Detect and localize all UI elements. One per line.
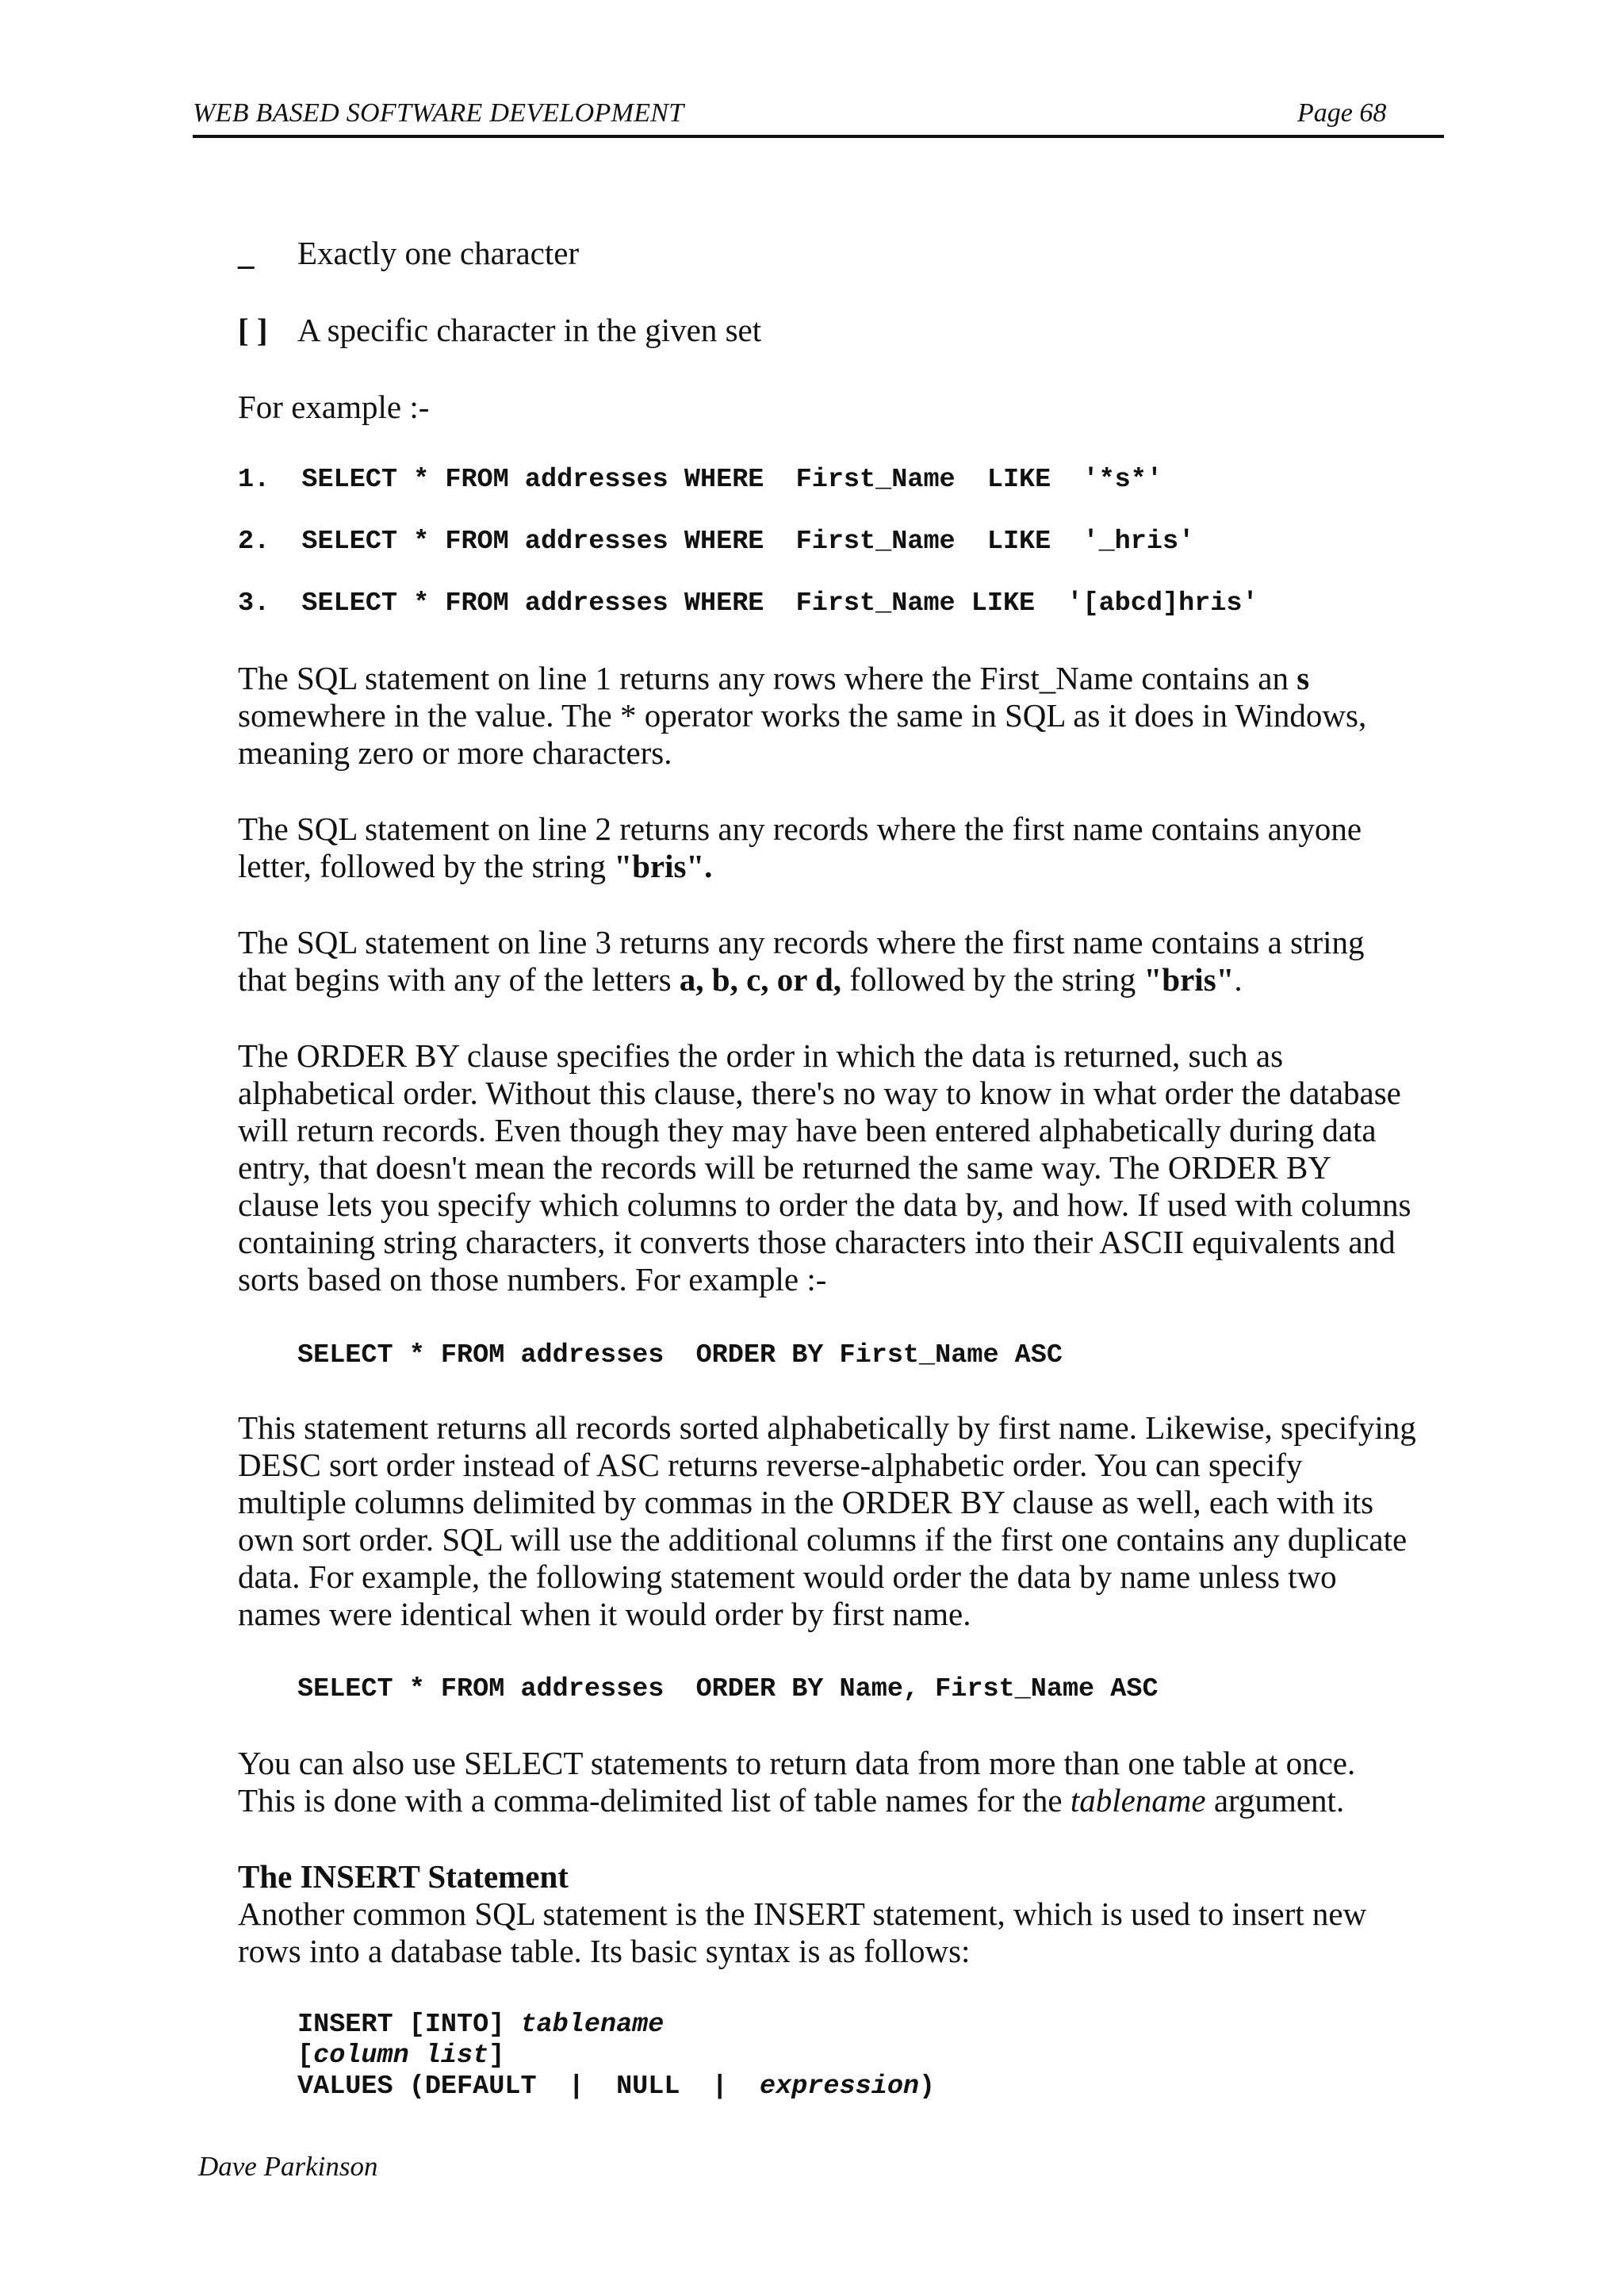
code-order-by-name: SELECT * FROM addresses ORDER BY Name, First_Name ASC — [297, 1674, 1159, 1704]
paragraph-line-1: The SQL statement on line 1 returns any rows where the First_Name contains an s — [238, 660, 1310, 696]
paragraph-3-line-2: that begins with any of the letters a, b, c, or d, followed by the string "bris". — [238, 961, 1243, 998]
paragraph-5-line-4: own sort order. SQL will use the additional columns if the first one contains any duplicate — [238, 1521, 1408, 1558]
wildcard-desc-brackets: A specific character in the given set — [297, 312, 762, 348]
paragraph-6-line-2: This is done with a comma-delimited list of table names for the tablename argument. — [238, 1782, 1345, 1819]
paragraph-6-line-1: You can also use SELECT statements to return data from more than one table at once. — [238, 1745, 1356, 1781]
paragraph-4-line-6: containing string characters, it converts those characters into their ASCII equivalents and — [238, 1224, 1396, 1260]
paragraph-4-line-2: alphabetical order. Without this clause, there's no way to know in what order the database — [238, 1075, 1401, 1111]
code-example-3: 3. SELECT * FROM addresses WHERE First_Name LIKE '[abcd]hris' — [238, 588, 1258, 619]
code-example-1: 1. SELECT * FROM addresses WHERE First_Name LIKE '*s*' — [238, 465, 1162, 495]
paragraph-4-line-7: sorts based on those numbers. For example :- — [238, 1261, 827, 1297]
paragraph-5-line-3: multiple columns delimited by commas in the ORDER BY clause as well, each with its — [238, 1484, 1374, 1520]
example-intro: For example :- — [238, 389, 430, 425]
paragraph-5-line-2: DESC sort order instead of ASC returns reverse-alphabetic order. You can specify — [238, 1447, 1303, 1483]
paragraph-4-line-5: clause lets you specify which columns to order the data by, and how. If used with columns — [238, 1186, 1411, 1223]
footer-author: Dave Parkinson — [198, 2151, 378, 2182]
header-title: WEB BASED SOFTWARE DEVELOPMENT — [193, 98, 684, 128]
page-number: Page 68 — [1297, 98, 1387, 128]
code-example-2: 2. SELECT * FROM addresses WHERE First_Name LIKE '_hris' — [238, 527, 1195, 557]
paragraph-2-line-2: letter, followed by the string "bris". — [238, 848, 713, 884]
wildcard-symbol-brackets: [ ] — [238, 312, 268, 348]
paragraph-7-line-1: Another common SQL statement is the INSERT statement, which is used to insert new — [238, 1895, 1367, 1932]
insert-heading: The INSERT Statement — [238, 1858, 569, 1895]
insert-syntax-line-2: [column list] — [297, 2041, 505, 2071]
wildcard-desc-underscore: Exactly one character — [297, 235, 580, 271]
paragraph-5-line-6: names were identical when it would order by first name. — [238, 1596, 971, 1632]
insert-syntax-line-3: VALUES (DEFAULT | NULL | expression) — [297, 2072, 936, 2102]
insert-syntax-line-1: INSERT [INTO] tablename — [297, 2010, 665, 2040]
paragraph-5-line-5: data. For example, the following statement would order the data by name unless two — [238, 1558, 1337, 1595]
paragraph-line-3: meaning zero or more characters. — [238, 734, 672, 771]
paragraph-4-line-4: entry, that doesn't mean the records will be returned the same way. The ORDER BY — [238, 1149, 1331, 1186]
paragraph-2-line-1: The SQL statement on line 2 returns any records where the first name contains anyone — [238, 811, 1362, 847]
paragraph-line-2: somewhere in the value. The * operator works the same in SQL as it does in Windows, — [238, 697, 1367, 734]
paragraph-5-line-1: This statement returns all records sorted alphabetically by first name. Likewise, specifying — [238, 1409, 1416, 1446]
paragraph-3-line-1: The SQL statement on line 3 returns any records where the first name contains a string — [238, 924, 1365, 960]
wildcard-symbol-underscore: _ — [238, 235, 255, 271]
paragraph-4-line-3: will return records. Even though they may have been entered alphabetically during data — [238, 1112, 1377, 1148]
code-order-by-first-name: SELECT * FROM addresses ORDER BY First_Name ASC — [297, 1340, 1063, 1370]
page-header — [193, 94, 1444, 138]
paragraph-4-line-1: The ORDER BY clause specifies the order in which the data is returned, such as — [238, 1037, 1284, 1074]
paragraph-7-line-2: rows into a database table. Its basic syntax is as follows: — [238, 1933, 971, 1969]
